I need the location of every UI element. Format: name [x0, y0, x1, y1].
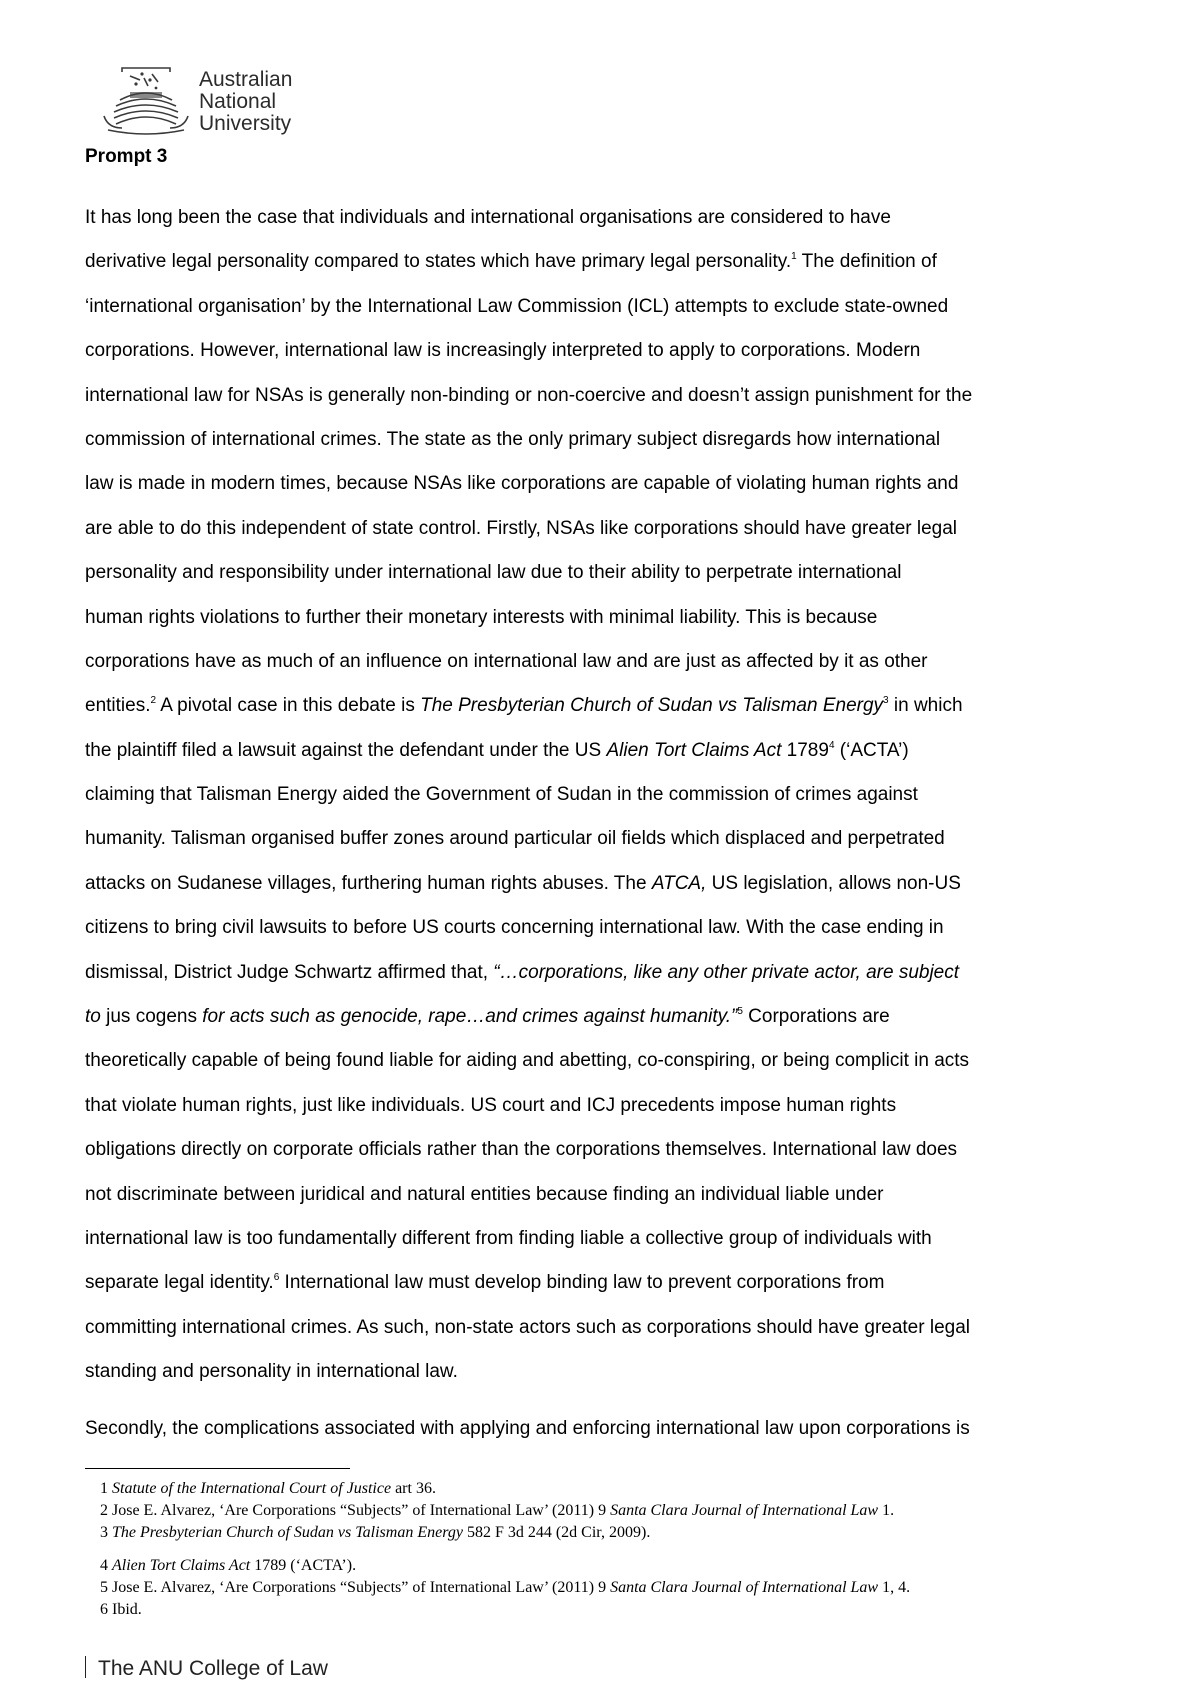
text-line: committing international crimes. As such, non-state actors such as corporations should have greater legal: [85, 1316, 971, 1338]
footnote-2: 2 Jose E. Alvarez, ‘Are Corporations “Subjects” of International Law’ (2011) 9 Santa Clara Journal of International Law 1.: [100, 1502, 895, 1519]
footnote-3: 3 The Presbyterian Church of Sudan vs Talisman Energy 582 F 3d 244 (2d Cir, 2009).: [100, 1524, 651, 1541]
logo-line-2: National: [199, 90, 277, 113]
footnote-ref[interactable]: 3: [883, 695, 889, 707]
page-footer: [85, 1656, 328, 1681]
footnote-ref[interactable]: 6: [273, 1272, 280, 1284]
footnote-5: 5 Jose E. Alvarez, ‘Are Corporations “Subjects” of International Law’ (2011) 9 Santa Clara Journal of International Law 1, 4.: [100, 1579, 911, 1596]
footer-text: The ANU College of Law: [98, 1657, 328, 1680]
text-line: standing and personality in international law.: [85, 1361, 458, 1383]
text-line: theoretically capable of being found liable for aiding and abetting, co-conspiring, or being complicit in acts: [85, 1050, 970, 1072]
text-line: international law is too fundamentally different from finding liable a collective group of individuals with: [85, 1227, 932, 1249]
text-line: corporations. However, international law is increasingly interpreted to apply to corporations. Modern: [85, 340, 921, 362]
text-line: that violate human rights, just like individuals. US court and ICJ precedents impose human rights: [85, 1094, 897, 1116]
page-title: Prompt 3: [85, 146, 168, 167]
text-line: obligations directly on corporate officials rather than the corporations themselves. International law does: [85, 1139, 958, 1161]
text-line: separate legal identity.$^6$ International law must develop binding law to prevent corporations from: [85, 1272, 885, 1294]
footnotes: [100, 1478, 910, 1621]
text-line: entities.$^2$ A pivotal case in this debate is The Presbyterian Church of Sudan vs Talisman Energy$^3$ in which: [85, 695, 963, 717]
footnote-ref[interactable]: 5: [737, 1006, 743, 1018]
footnote-1: 1 Statute of the International Court of Justice art 36.: [100, 1480, 436, 1497]
text-line: corporations have as much of an influence on international law and are just as affected by it as other: [85, 650, 928, 672]
text-line: international law for NSAs is generally non-binding or non-coercive and doesn’t assign punishment for the: [85, 384, 973, 406]
text-line: the plaintiff filed a lawsuit against the defendant under the US Alien Tort Claims Act 1789$^4$ (‘ACTA’): [85, 739, 909, 761]
text-line: to jus cogens for acts such as genocide, rape…and crimes against humanity.”$^5$ Corporations are: [85, 1006, 890, 1028]
footnote-divider: [85, 1468, 350, 1469]
text-line: claiming that Talisman Energy aided the Government of Sudan in the commission of crimes against: [85, 784, 918, 806]
text-line: attacks on Sudanese villages, furthering human rights abuses. The ATCA, US legislation, allows non-US: [85, 872, 961, 894]
text-line: human rights violations to further their monetary interests with minimal liability. This is because: [85, 606, 878, 628]
text-line: personality and responsibility under international law due to their ability to perpetrate international: [85, 562, 902, 584]
anu-crest-icon: [100, 66, 192, 136]
logo-line-3: University: [199, 112, 292, 135]
university-name: [199, 69, 292, 135]
text-line: It has long been the case that individuals and international organisations are considered to have: [85, 207, 891, 228]
footnote-ref[interactable]: 2: [150, 695, 157, 707]
text-line: humanity. Talisman organised buffer zones around particular oil fields which displaced and perpetrated: [85, 828, 945, 850]
text-line: derivative legal personality compared to states which have primary legal personality.$^1$ The definition of: [85, 251, 937, 273]
text-line: not discriminate between juridical and natural entities because finding an individual liable under: [85, 1183, 884, 1205]
footer-divider: [85, 1656, 86, 1678]
logo-line-1: Australian: [199, 68, 293, 91]
text-line: are able to do this independent of state control. Firstly, NSAs like corporations should have greater legal: [85, 517, 958, 539]
text-line: law is made in modern times, because NSAs like corporations are capable of violating human rights and: [85, 473, 959, 495]
text-line: commission of international crimes. The state as the only primary subject disregards how international: [85, 428, 941, 450]
text-line: citizens to bring civil lawsuits to before US courts concerning international law. With the case ending in: [85, 917, 944, 939]
text-line: ‘international organisation’ by the International Law Commission (ICL) attempts to exclude state-owned: [85, 295, 949, 317]
text-line: Secondly, the complications associated with applying and enforcing international law upon corporations is: [85, 1417, 970, 1439]
footnote-ref[interactable]: 4: [828, 739, 835, 751]
footnote-6: 6 Ibid.: [100, 1601, 142, 1618]
footnote-4: 4 Alien Tort Claims Act 1789 (‘ACTA’).: [100, 1557, 357, 1574]
university-logo: [100, 66, 330, 146]
footnote-ref[interactable]: 1: [791, 251, 797, 263]
text-line: dismissal, District Judge Schwartz affirmed that, “…corporations, like any other private actor, are subject: [85, 961, 960, 983]
essay-body: [85, 196, 1150, 1451]
